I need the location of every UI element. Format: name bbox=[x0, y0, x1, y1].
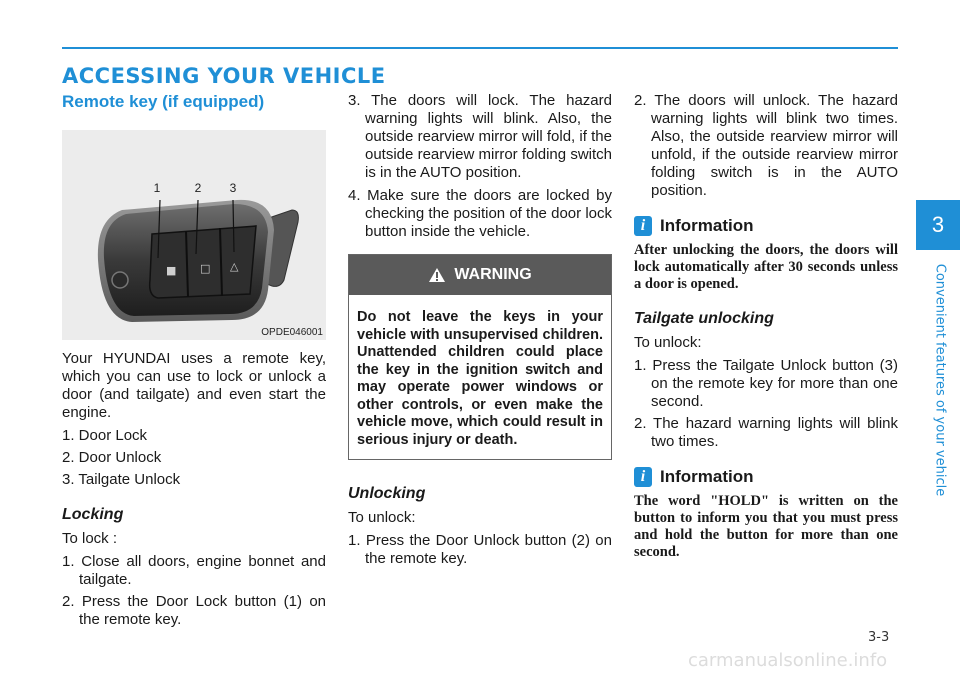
callout-2: 2 bbox=[194, 181, 202, 195]
remote-key-illustration bbox=[62, 130, 326, 340]
warning-body: Do not leave the keys in your vehicle with unsupervised children. Unattended children could place the key in the ignition switch and may operate power windows or other controls, or even make the vehicle move, which could result in serious injury or death. bbox=[357, 309, 603, 448]
info-title: Information bbox=[660, 216, 754, 235]
warning-header bbox=[349, 255, 611, 295]
column-1 bbox=[62, 92, 326, 629]
column-3 bbox=[634, 92, 898, 561]
info-body: After unlocking the doors, the doors will lock automatically after 30 seconds unless a door is opened. bbox=[634, 242, 898, 292]
locking-step: 1. Close all doors, engine bonnet and tailgate. bbox=[62, 553, 326, 588]
tailgate-heading: Tailgate unlocking bbox=[634, 310, 774, 327]
button-list-item: 2. Door Unlock bbox=[62, 449, 162, 466]
button-list-item: 1. Door Lock bbox=[62, 427, 148, 444]
button-list-item: 3. Tailgate Unlock bbox=[62, 471, 181, 488]
svg-text:△: △ bbox=[230, 260, 239, 273]
column-2 bbox=[348, 92, 612, 568]
tailgate-step: 2. The hazard warning lights will blink two times. bbox=[634, 415, 898, 450]
unlocking-step: 1. Press the Door Unlock button (2) on the remote key. bbox=[348, 532, 612, 567]
info-icon: i bbox=[634, 467, 652, 487]
info-icon: i bbox=[634, 216, 652, 236]
svg-text:■: ■ bbox=[166, 264, 177, 277]
unlocking-step: 2. The doors will unlock. The hazard warning lights will blink two times. Also, the outside rearview mirror will unfold, if the outside rearview mirror folding switch is in the AUTO position. bbox=[634, 92, 898, 199]
chapter-tab: 3 bbox=[916, 200, 960, 250]
info-title: Information bbox=[660, 467, 754, 486]
remote-key-heading: Remote key (if equipped) bbox=[62, 92, 265, 111]
top-rule bbox=[62, 47, 898, 49]
section-title: ACCESSING YOUR VEHICLE bbox=[62, 64, 386, 88]
info-body: The word "HOLD" is written on the button to inform you that you must press and hold the button for more than one second. bbox=[634, 493, 898, 560]
locking-heading: Locking bbox=[62, 506, 124, 523]
locking-step: 2. Press the Door Lock button (1) on the remote key. bbox=[62, 593, 326, 628]
svg-text:□: □ bbox=[200, 262, 211, 275]
remote-key-figure bbox=[62, 130, 326, 340]
callout-3: 3 bbox=[229, 181, 237, 195]
callout-1: 1 bbox=[153, 181, 161, 195]
page-number: 3-3 bbox=[868, 630, 890, 645]
chapter-title: Convenient features of your vehicle bbox=[932, 263, 948, 497]
locking-step: 4. Make sure the doors are locked by checking the position of the door lock button inside the vehicle. bbox=[348, 187, 612, 240]
watermark: carmanualsonline.info bbox=[688, 650, 888, 671]
tailgate-intro: To unlock: bbox=[634, 334, 702, 351]
intro-paragraph: Your HYUNDAI uses a remote key, which you can use to lock or unlock a door (and tailgate) and even start the engine. bbox=[62, 350, 326, 421]
locking-intro: To lock : bbox=[62, 530, 118, 547]
info-heading bbox=[634, 216, 898, 236]
warning-triangle-icon bbox=[428, 267, 446, 283]
locking-step: 3. The doors will lock. The hazard warning lights will blink. Also, the outside rearview mirror will fold, if the outside rearview mirror folding switch is in the AUTO position. bbox=[348, 92, 612, 181]
unlocking-intro: To unlock: bbox=[348, 509, 416, 526]
figure-code: OPDE046001 bbox=[261, 327, 323, 338]
tailgate-step: 1. Press the Tailgate Unlock button (3) on the remote key for more than one second. bbox=[634, 357, 898, 410]
warning-title: WARNING bbox=[454, 266, 532, 283]
warning-box bbox=[348, 254, 612, 460]
unlocking-heading: Unlocking bbox=[348, 485, 426, 502]
info-heading bbox=[634, 467, 898, 487]
